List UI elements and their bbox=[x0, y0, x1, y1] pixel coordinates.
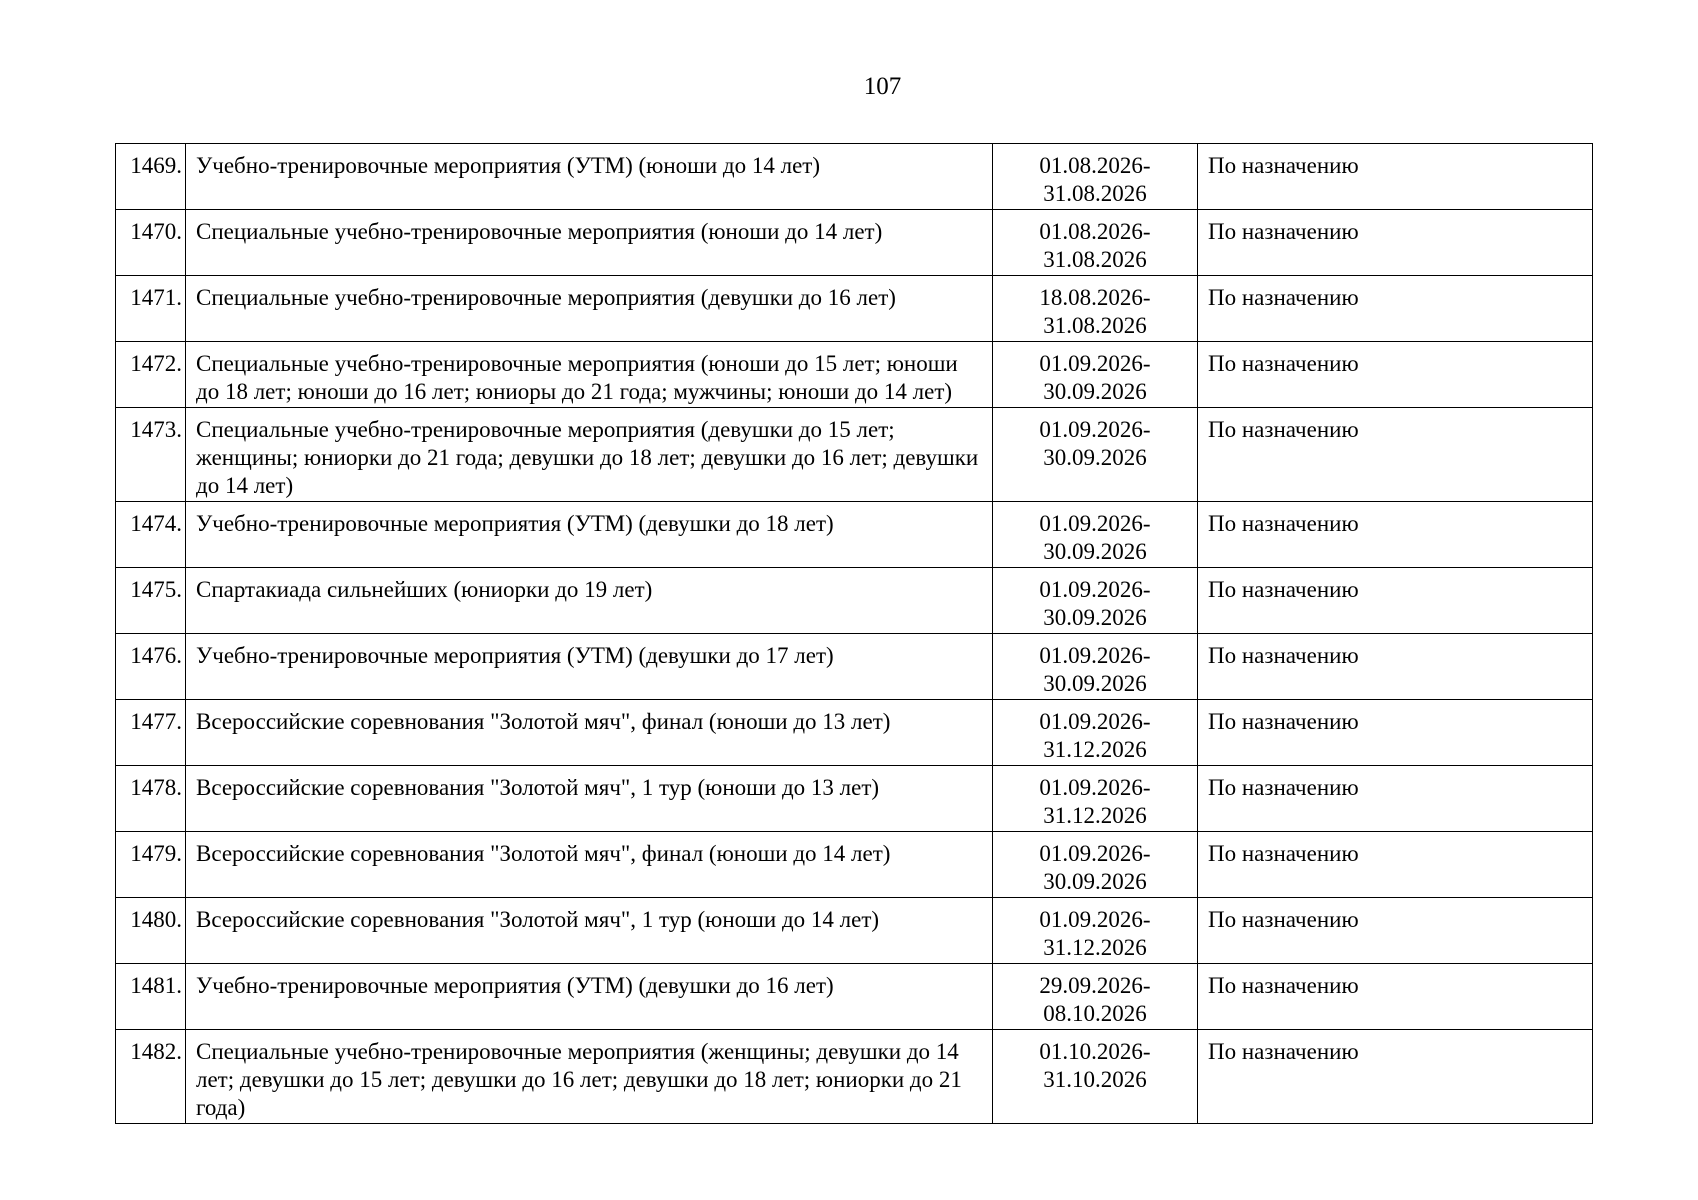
row-number: 1472. bbox=[116, 342, 186, 408]
row-number: 1478. bbox=[116, 766, 186, 832]
event-dates bbox=[993, 634, 1198, 700]
row-number: 1480. bbox=[116, 898, 186, 964]
date-end: 31.12.2026 bbox=[1043, 803, 1147, 828]
events-table bbox=[115, 143, 1593, 1124]
date-start: 01.09.2026- bbox=[1039, 643, 1151, 668]
date-end: 30.09.2026 bbox=[1043, 379, 1147, 404]
table-row bbox=[116, 898, 1593, 964]
table-row bbox=[116, 964, 1593, 1030]
event-name: Специальные учебно-тренировочные мероприятия (девушки до 16 лет) bbox=[186, 276, 993, 342]
event-name: Учебно-тренировочные мероприятия (УТМ) (юноши до 14 лет) bbox=[186, 144, 993, 210]
event-dates bbox=[993, 1030, 1198, 1124]
event-place: По назначению bbox=[1198, 700, 1593, 766]
table-row bbox=[116, 210, 1593, 276]
date-start: 01.09.2026- bbox=[1039, 775, 1151, 800]
table-row bbox=[116, 634, 1593, 700]
page-number: 107 bbox=[863, 73, 902, 100]
event-place: По назначению bbox=[1198, 634, 1593, 700]
event-dates bbox=[993, 964, 1198, 1030]
event-name: Специальные учебно-тренировочные мероприятия (юноши до 14 лет) bbox=[186, 210, 993, 276]
event-dates bbox=[993, 898, 1198, 964]
table-row bbox=[116, 568, 1593, 634]
row-number: 1477. bbox=[116, 700, 186, 766]
event-name: Спартакиада сильнейших (юниорки до 19 лет) bbox=[186, 568, 993, 634]
date-start: 01.09.2026- bbox=[1039, 709, 1151, 734]
event-place: По назначению bbox=[1198, 144, 1593, 210]
event-place: По назначению bbox=[1198, 210, 1593, 276]
events-table-body bbox=[116, 144, 1593, 1124]
event-dates bbox=[993, 342, 1198, 408]
table-row bbox=[116, 502, 1593, 568]
event-dates bbox=[993, 502, 1198, 568]
date-start: 01.09.2026- bbox=[1039, 417, 1151, 442]
event-name: Всероссийские соревнования "Золотой мяч", 1 тур (юноши до 13 лет) bbox=[186, 766, 993, 832]
row-number: 1475. bbox=[116, 568, 186, 634]
date-end: 31.08.2026 bbox=[1043, 181, 1147, 206]
row-number: 1473. bbox=[116, 408, 186, 502]
event-dates bbox=[993, 832, 1198, 898]
date-end: 31.08.2026 bbox=[1043, 247, 1147, 272]
date-start: 01.10.2026- bbox=[1039, 1039, 1151, 1064]
date-start: 29.09.2026- bbox=[1039, 973, 1151, 998]
event-dates bbox=[993, 766, 1198, 832]
event-name: Специальные учебно-тренировочные мероприятия (девушки до 15 лет; женщины; юниорки до 21 года; девушки до 18 лет; девушки до 16 лет; девушки до 14 лет) bbox=[186, 408, 993, 502]
table-row bbox=[116, 342, 1593, 408]
row-number: 1481. bbox=[116, 964, 186, 1030]
event-name: Учебно-тренировочные мероприятия (УТМ) (девушки до 16 лет) bbox=[186, 964, 993, 1030]
event-place: По назначению bbox=[1198, 898, 1593, 964]
event-place: По назначению bbox=[1198, 1030, 1593, 1124]
date-end: 08.10.2026 bbox=[1043, 1001, 1147, 1026]
date-start: 01.09.2026- bbox=[1039, 907, 1151, 932]
table-row bbox=[116, 144, 1593, 210]
event-place: По назначению bbox=[1198, 342, 1593, 408]
date-start: 01.08.2026- bbox=[1039, 153, 1151, 178]
row-number: 1469. bbox=[116, 144, 186, 210]
event-place: По назначению bbox=[1198, 766, 1593, 832]
date-end: 31.12.2026 bbox=[1043, 935, 1147, 960]
date-end: 30.09.2026 bbox=[1043, 869, 1147, 894]
date-end: 31.10.2026 bbox=[1043, 1067, 1147, 1092]
table-row bbox=[116, 700, 1593, 766]
event-dates bbox=[993, 276, 1198, 342]
table-row bbox=[116, 766, 1593, 832]
row-number: 1479. bbox=[116, 832, 186, 898]
row-number: 1474. bbox=[116, 502, 186, 568]
date-start: 01.09.2026- bbox=[1039, 351, 1151, 376]
event-dates bbox=[993, 210, 1198, 276]
event-name: Всероссийские соревнования "Золотой мяч", финал (юноши до 14 лет) bbox=[186, 832, 993, 898]
row-number: 1482. bbox=[116, 1030, 186, 1124]
date-start: 01.08.2026- bbox=[1039, 219, 1151, 244]
event-name: Учебно-тренировочные мероприятия (УТМ) (девушки до 17 лет) bbox=[186, 634, 993, 700]
date-end: 31.12.2026 bbox=[1043, 737, 1147, 762]
event-place: По назначению bbox=[1198, 832, 1593, 898]
date-start: 01.09.2026- bbox=[1039, 511, 1151, 536]
table-row bbox=[116, 276, 1593, 342]
table-row bbox=[116, 832, 1593, 898]
event-dates bbox=[993, 408, 1198, 502]
date-end: 30.09.2026 bbox=[1043, 605, 1147, 630]
row-number: 1471. bbox=[116, 276, 186, 342]
table-row bbox=[116, 1030, 1593, 1124]
row-number: 1476. bbox=[116, 634, 186, 700]
event-place: По назначению bbox=[1198, 408, 1593, 502]
event-name: Всероссийские соревнования "Золотой мяч", 1 тур (юноши до 14 лет) bbox=[186, 898, 993, 964]
event-name: Специальные учебно-тренировочные мероприятия (юноши до 15 лет; юноши до 18 лет; юноши до 16 лет; юниоры до 21 года; мужчины; юноши до 14 лет) bbox=[186, 342, 993, 408]
table-row bbox=[116, 408, 1593, 502]
date-start: 01.09.2026- bbox=[1039, 577, 1151, 602]
date-start: 01.09.2026- bbox=[1039, 841, 1151, 866]
event-dates bbox=[993, 568, 1198, 634]
event-place: По назначению bbox=[1198, 568, 1593, 634]
event-dates bbox=[993, 700, 1198, 766]
date-end: 30.09.2026 bbox=[1043, 445, 1147, 470]
event-place: По назначению bbox=[1198, 502, 1593, 568]
event-dates bbox=[993, 144, 1198, 210]
date-end: 30.09.2026 bbox=[1043, 539, 1147, 564]
event-place: По назначению bbox=[1198, 276, 1593, 342]
date-start: 18.08.2026- bbox=[1039, 285, 1151, 310]
event-name: Специальные учебно-тренировочные мероприятия (женщины; девушки до 14 лет; девушки до 15 лет; девушки до 16 лет; девушки до 18 лет; юниорки до 21 года) bbox=[186, 1030, 993, 1124]
event-name: Учебно-тренировочные мероприятия (УТМ) (девушки до 18 лет) bbox=[186, 502, 993, 568]
event-name: Всероссийские соревнования "Золотой мяч", финал (юноши до 13 лет) bbox=[186, 700, 993, 766]
event-place: По назначению bbox=[1198, 964, 1593, 1030]
row-number: 1470. bbox=[116, 210, 186, 276]
date-end: 31.08.2026 bbox=[1043, 313, 1147, 338]
date-end: 30.09.2026 bbox=[1043, 671, 1147, 696]
